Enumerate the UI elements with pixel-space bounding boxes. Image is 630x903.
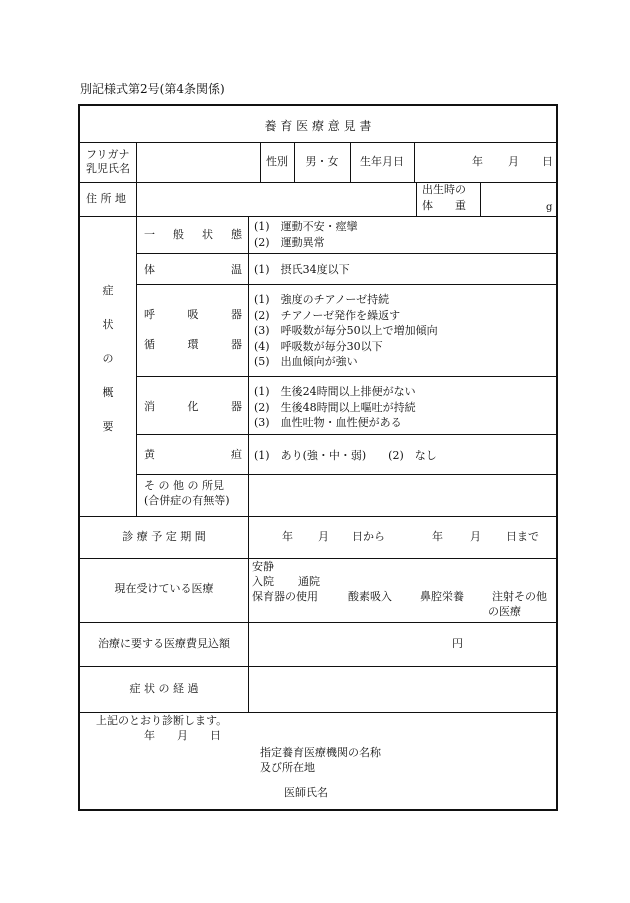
dob-day[interactable]: 日 bbox=[542, 155, 553, 168]
period-from-year[interactable]: 年 bbox=[282, 530, 293, 543]
form-title: 養 育 医 療 意 見 書 bbox=[264, 119, 372, 133]
care-option-rest[interactable]: 安静 bbox=[252, 560, 274, 573]
divider bbox=[80, 622, 556, 623]
dob-year[interactable]: 年 bbox=[472, 155, 483, 168]
estimated-cost-unit[interactable]: 円 bbox=[452, 637, 463, 650]
label-char: 要 bbox=[102, 420, 114, 433]
divider bbox=[80, 712, 556, 713]
institution-label: 及び所在地 bbox=[260, 761, 315, 774]
doctor-name-label: 医師氏名 bbox=[284, 786, 328, 799]
care-option-oxygen[interactable]: 酸素吸入 bbox=[348, 590, 392, 603]
form-caption: 別記様式第2号(第4条関係) bbox=[80, 82, 225, 96]
current-care-label: 現在受けている医療 bbox=[114, 582, 214, 595]
address-field[interactable] bbox=[138, 184, 414, 214]
sex-label: 性別 bbox=[266, 155, 288, 168]
care-option-nasal-feeding[interactable]: 鼻腔栄養 bbox=[420, 590, 464, 603]
divider bbox=[480, 182, 481, 216]
divider bbox=[136, 434, 556, 435]
temperature-label: 体 温 bbox=[144, 263, 242, 276]
care-option-outpatient[interactable]: 通院 bbox=[298, 575, 320, 588]
dob-label: 生年月日 bbox=[360, 155, 404, 168]
diagnosis-date[interactable]: 年 月 日 bbox=[144, 729, 221, 742]
care-option-inpatient[interactable]: 入院 bbox=[252, 575, 274, 588]
divider bbox=[136, 253, 556, 254]
other-findings-field[interactable] bbox=[252, 476, 552, 514]
sex-options[interactable]: 男・女 bbox=[305, 155, 339, 168]
period-from-month[interactable]: 月 bbox=[318, 530, 329, 543]
care-option-other[interactable]: 注射その他 bbox=[492, 590, 547, 603]
circulatory-label: 循 環 器 bbox=[144, 338, 242, 351]
symptom-progress-label: 症 状 の 経 過 bbox=[129, 682, 199, 695]
diagnosis-statement: 上記のとおり診断します。 bbox=[96, 714, 228, 727]
divider bbox=[136, 474, 556, 475]
symptom-progress-field[interactable] bbox=[252, 668, 552, 710]
label-char: 症 bbox=[102, 284, 114, 297]
divider bbox=[80, 216, 556, 217]
general-condition-options[interactable]: (1) 運動不安・痙攣 (2) 運動異常 bbox=[254, 220, 358, 249]
divider bbox=[414, 142, 415, 182]
temperature-options[interactable]: (1) 摂氏34度以下 bbox=[254, 263, 350, 276]
estimated-cost-label: 治療に要する医療費見込額 bbox=[98, 637, 230, 650]
digestive-options[interactable]: (1) 生後24時間以上排便がない (2) 生後48時間以上嘔吐が持続 (3) 血性吐物・血性便がある bbox=[254, 385, 416, 429]
respiratory-options[interactable]: (1) 強度のチアノーゼ持続 (2) チアノーゼ発作を繰返す (3) 呼吸数が毎分50以上で増加傾向 (4) 呼吸数が毎分30以下 (5) 出血傾向が強い bbox=[254, 293, 438, 368]
opinion-form bbox=[78, 104, 558, 811]
other-findings-label: そ の 他 の 所見 bbox=[144, 479, 224, 492]
period-to-month[interactable]: 月 bbox=[470, 530, 481, 543]
care-option-incubator[interactable]: 保育器の使用 bbox=[252, 590, 318, 603]
divider bbox=[136, 216, 137, 516]
symptoms-section-label bbox=[80, 282, 136, 452]
respiratory-label: 呼 吸 器 bbox=[144, 308, 242, 321]
birth-weight-unit[interactable]: g bbox=[546, 202, 553, 213]
treatment-period-label: 診 療 予 定 期 間 bbox=[122, 530, 206, 543]
jaundice-options[interactable]: (1) あり(強・中・弱) (2) なし bbox=[254, 449, 437, 462]
birth-weight-label: 体 重 bbox=[422, 199, 466, 212]
divider bbox=[136, 284, 556, 285]
care-option-other: の医療 bbox=[488, 605, 521, 618]
label-char: 状 bbox=[102, 318, 114, 331]
infant-name-field[interactable] bbox=[138, 144, 258, 176]
furigana-label: フリガナ bbox=[86, 148, 130, 161]
period-to-day[interactable]: 日まで bbox=[506, 530, 539, 543]
divider bbox=[136, 142, 137, 216]
period-from-day[interactable]: 日から bbox=[352, 530, 385, 543]
period-to-year[interactable]: 年 bbox=[432, 530, 443, 543]
divider bbox=[248, 516, 249, 712]
divider bbox=[136, 376, 556, 377]
general-condition-label: 一 般 状 態 bbox=[144, 228, 242, 241]
divider bbox=[80, 516, 556, 517]
divider bbox=[80, 558, 556, 559]
dob-month[interactable]: 月 bbox=[508, 155, 519, 168]
label-char: 概 bbox=[102, 386, 114, 399]
divider bbox=[80, 666, 556, 667]
birth-weight-label: 出生時の bbox=[422, 183, 466, 196]
digestive-label: 消 化 器 bbox=[144, 400, 242, 413]
label-char: の bbox=[102, 352, 114, 365]
other-findings-label: (合併症の有無等) bbox=[144, 494, 230, 507]
divider bbox=[416, 182, 417, 216]
infant-name-label: 乳児氏名 bbox=[86, 162, 130, 175]
divider bbox=[80, 142, 556, 143]
address-label: 住 所 地 bbox=[86, 192, 126, 205]
jaundice-label: 黄 疸 bbox=[144, 448, 242, 461]
divider bbox=[248, 216, 249, 516]
divider bbox=[80, 182, 556, 183]
institution-label: 指定養育医療機関の名称 bbox=[260, 746, 381, 759]
